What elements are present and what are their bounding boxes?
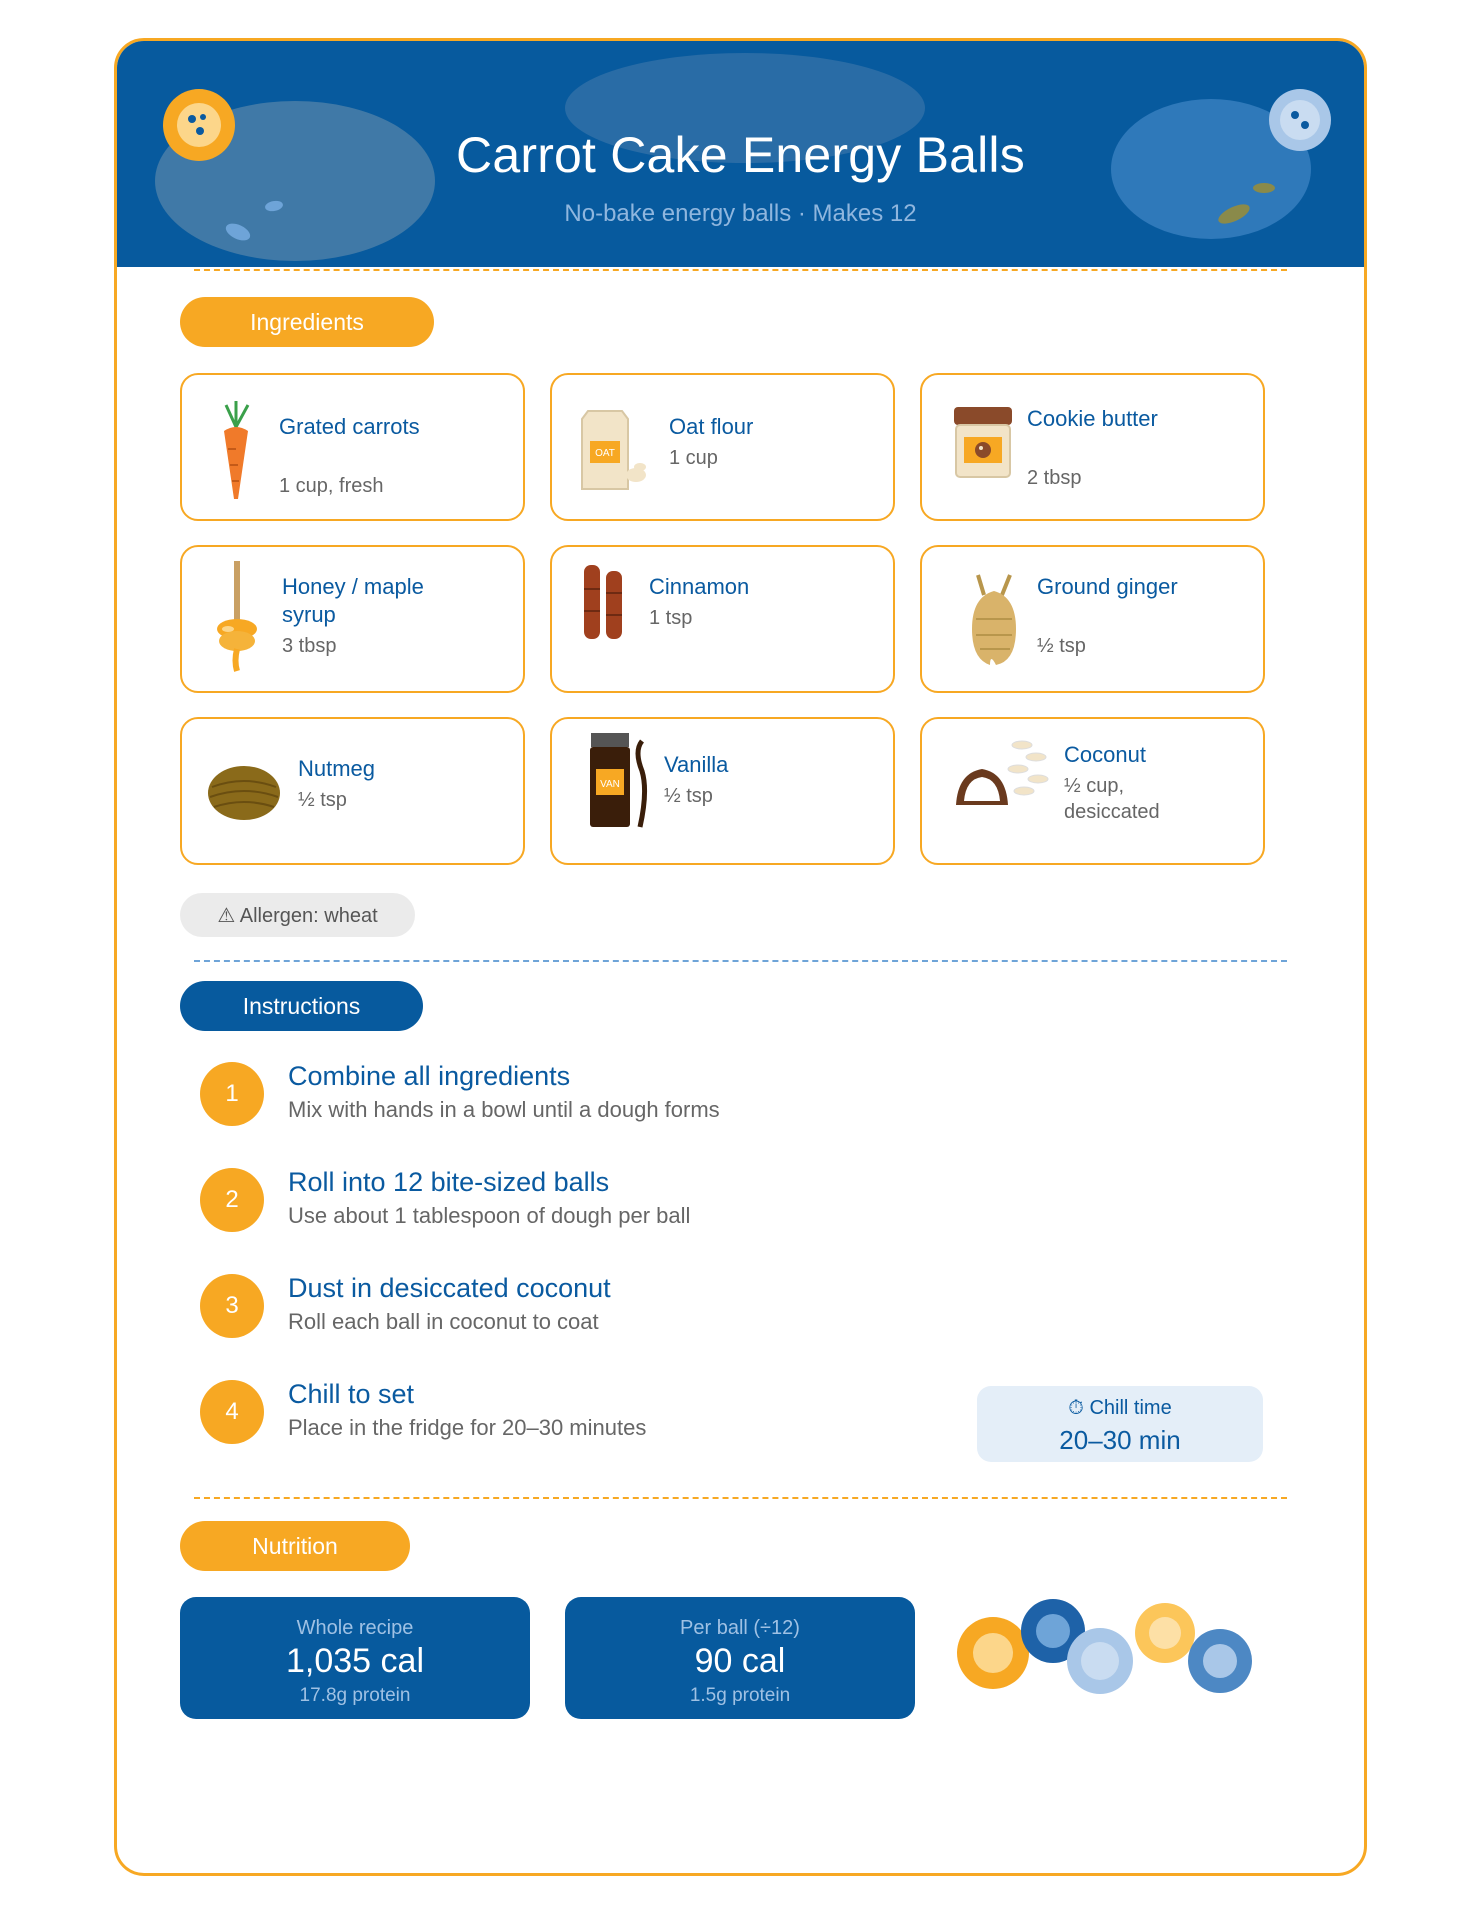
ingredient-card — [920, 545, 1265, 693]
ginger-root-icon — [966, 573, 1022, 669]
ingredient-card — [550, 717, 895, 865]
step-title: Dust in desiccated coconut — [288, 1273, 611, 1303]
recipe-subtitle: No-bake energy balls · Makes 12 — [564, 200, 917, 227]
ingredient-card — [550, 545, 895, 693]
step-number: 4 — [200, 1380, 264, 1444]
ingredient-name: Vanilla — [664, 752, 729, 777]
ingredient-name: Ground ginger — [1037, 574, 1178, 599]
ingredient-qty: ½ tsp — [664, 785, 713, 807]
ingredient-name: Nutmeg — [298, 756, 376, 781]
nutrition-heading: Nutrition — [180, 1521, 410, 1571]
ingredients-heading: Ingredients — [180, 297, 434, 347]
divider — [194, 960, 1287, 962]
nutrition-protein: 1.5g protein — [689, 1685, 791, 1706]
step-description: Place in the fridge for 20–30 minutes — [288, 1415, 647, 1440]
oat-label: OAT — [595, 448, 615, 459]
ingredient-card — [550, 373, 895, 521]
vanilla-bottle-icon — [588, 731, 650, 831]
nutrition-value: 1,035 cal — [286, 1642, 424, 1680]
step-description: Use about 1 tablespoon of dough per ball — [288, 1203, 691, 1228]
ingredient-qty: 1 cup, fresh — [279, 475, 384, 497]
nutrition-label: Per ball (÷12) — [680, 1617, 800, 1639]
chill-time-value: 20–30 min — [1059, 1425, 1181, 1455]
step-title: Chill to set — [288, 1379, 415, 1409]
step-description: Roll each ball in coconut to coat — [288, 1309, 599, 1334]
nutrition-label: Whole recipe — [296, 1617, 414, 1639]
ingredient-card — [920, 373, 1265, 521]
ingredient-qty: 3 tbsp — [282, 635, 337, 657]
cookie-butter-jar-icon — [952, 405, 1016, 481]
recipe-card — [114, 38, 1367, 1876]
cinnamon-sticks-icon — [582, 563, 632, 643]
recipe-title: Carrot Cake Energy Balls — [456, 127, 1025, 183]
ingredient-card — [180, 545, 525, 693]
coconut-icon — [954, 739, 1054, 819]
ingredient-name: Honey / maple syrup — [282, 574, 424, 627]
ingredient-qty: ½ cup, desiccated — [1064, 775, 1160, 823]
ingredient-qty: 1 tsp — [649, 607, 693, 629]
ingredient-qty: 2 tbsp — [1027, 467, 1082, 489]
ingredient-card — [180, 373, 525, 521]
ingredient-qty: 1 cup — [669, 447, 718, 469]
vanilla-label: VAN — [600, 779, 620, 790]
divider — [194, 269, 1287, 271]
ingredient-name: Grated carrots — [279, 414, 420, 439]
step-number: 1 — [200, 1062, 264, 1126]
chill-time-badge — [977, 1386, 1263, 1462]
instructions-heading: Instructions — [180, 981, 423, 1031]
oat-flour-bag-icon — [578, 405, 648, 495]
honey-dipper-icon — [212, 559, 262, 673]
step-number: 3 — [200, 1274, 264, 1338]
energy-balls-illustration — [955, 1593, 1275, 1713]
header-banner — [117, 41, 1364, 267]
carrot-icon — [208, 399, 264, 509]
ingredient-qty: ½ tsp — [1037, 635, 1086, 657]
nutrition-card-per-ball — [565, 1597, 915, 1719]
ingredient-card — [180, 717, 525, 865]
ingredient-name: Cinnamon — [649, 574, 750, 599]
step-title: Combine all ingredients — [288, 1061, 571, 1091]
decor-dot — [1253, 183, 1275, 193]
chill-time-label: ⏱ Chill time — [1068, 1397, 1172, 1419]
ingredient-name: Oat flour — [669, 414, 754, 439]
ingredient-card — [920, 717, 1265, 865]
step-description: Mix with hands in a bowl until a dough forms — [288, 1097, 720, 1122]
nutrition-protein: 17.8g protein — [299, 1685, 411, 1706]
nutrition-value: 90 cal — [694, 1642, 786, 1680]
ingredient-name: Cookie butter — [1027, 406, 1158, 431]
ingredient-name: Coconut — [1064, 742, 1146, 767]
ingredient-qty: ½ tsp — [298, 789, 347, 811]
step-title: Roll into 12 bite-sized balls — [288, 1167, 610, 1197]
nutrition-card-whole — [180, 1597, 530, 1719]
allergen-badge: ⚠ Allergen: wheat — [180, 893, 415, 937]
step-number: 2 — [200, 1168, 264, 1232]
nutmeg-icon — [206, 763, 282, 823]
divider — [194, 1497, 1287, 1499]
